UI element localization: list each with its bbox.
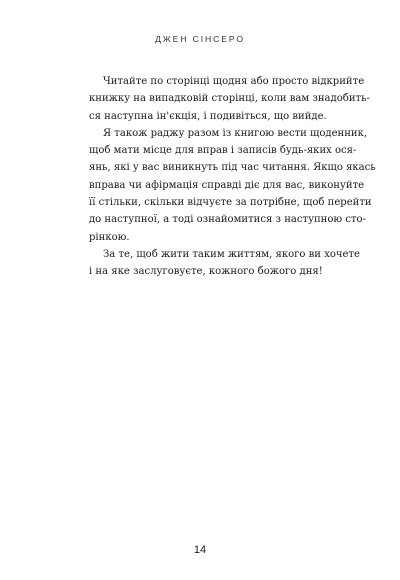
paragraph-1 xyxy=(89,73,370,125)
text-line: її стільки, скільки відчуєте за потрібне, щоб перейти xyxy=(89,197,372,209)
running-head-author: ДЖЕН СІНСЕРО xyxy=(155,34,245,44)
text-line: Читайте по сторінці щодня або просто відкрийте xyxy=(103,76,365,87)
text-line: щоб мати місце для вправ і записів будь-яких ося- xyxy=(89,145,357,157)
text-line: вправа чи афірмація справді діє для вас, виконуйте xyxy=(89,179,365,191)
paragraph-3 xyxy=(89,246,361,281)
text-line: рінкою. xyxy=(89,231,130,243)
text-line: Я також раджу разом із книгою вести щоденник, xyxy=(103,127,368,139)
page-number: 14 xyxy=(193,544,207,556)
text-line: За те, щоб жити таким життям, якого ви хочете xyxy=(103,248,361,260)
paragraph-2 xyxy=(89,125,376,246)
text-line: ся наступна ін'єкція, і подивіться, що вийде. xyxy=(89,110,327,122)
text-line: і на яке заслуговуєте, кожного божого дня! xyxy=(89,266,323,278)
body-text xyxy=(89,73,376,281)
text-line: янь, які у вас виникнуть під час читання. Якщо якась xyxy=(89,162,376,174)
text-line: до наступної, а тоді ознайомитися з наступною сто- xyxy=(89,214,366,226)
text-line: книжку на випадковій сторінці, коли вам знадобить- xyxy=(89,93,370,105)
